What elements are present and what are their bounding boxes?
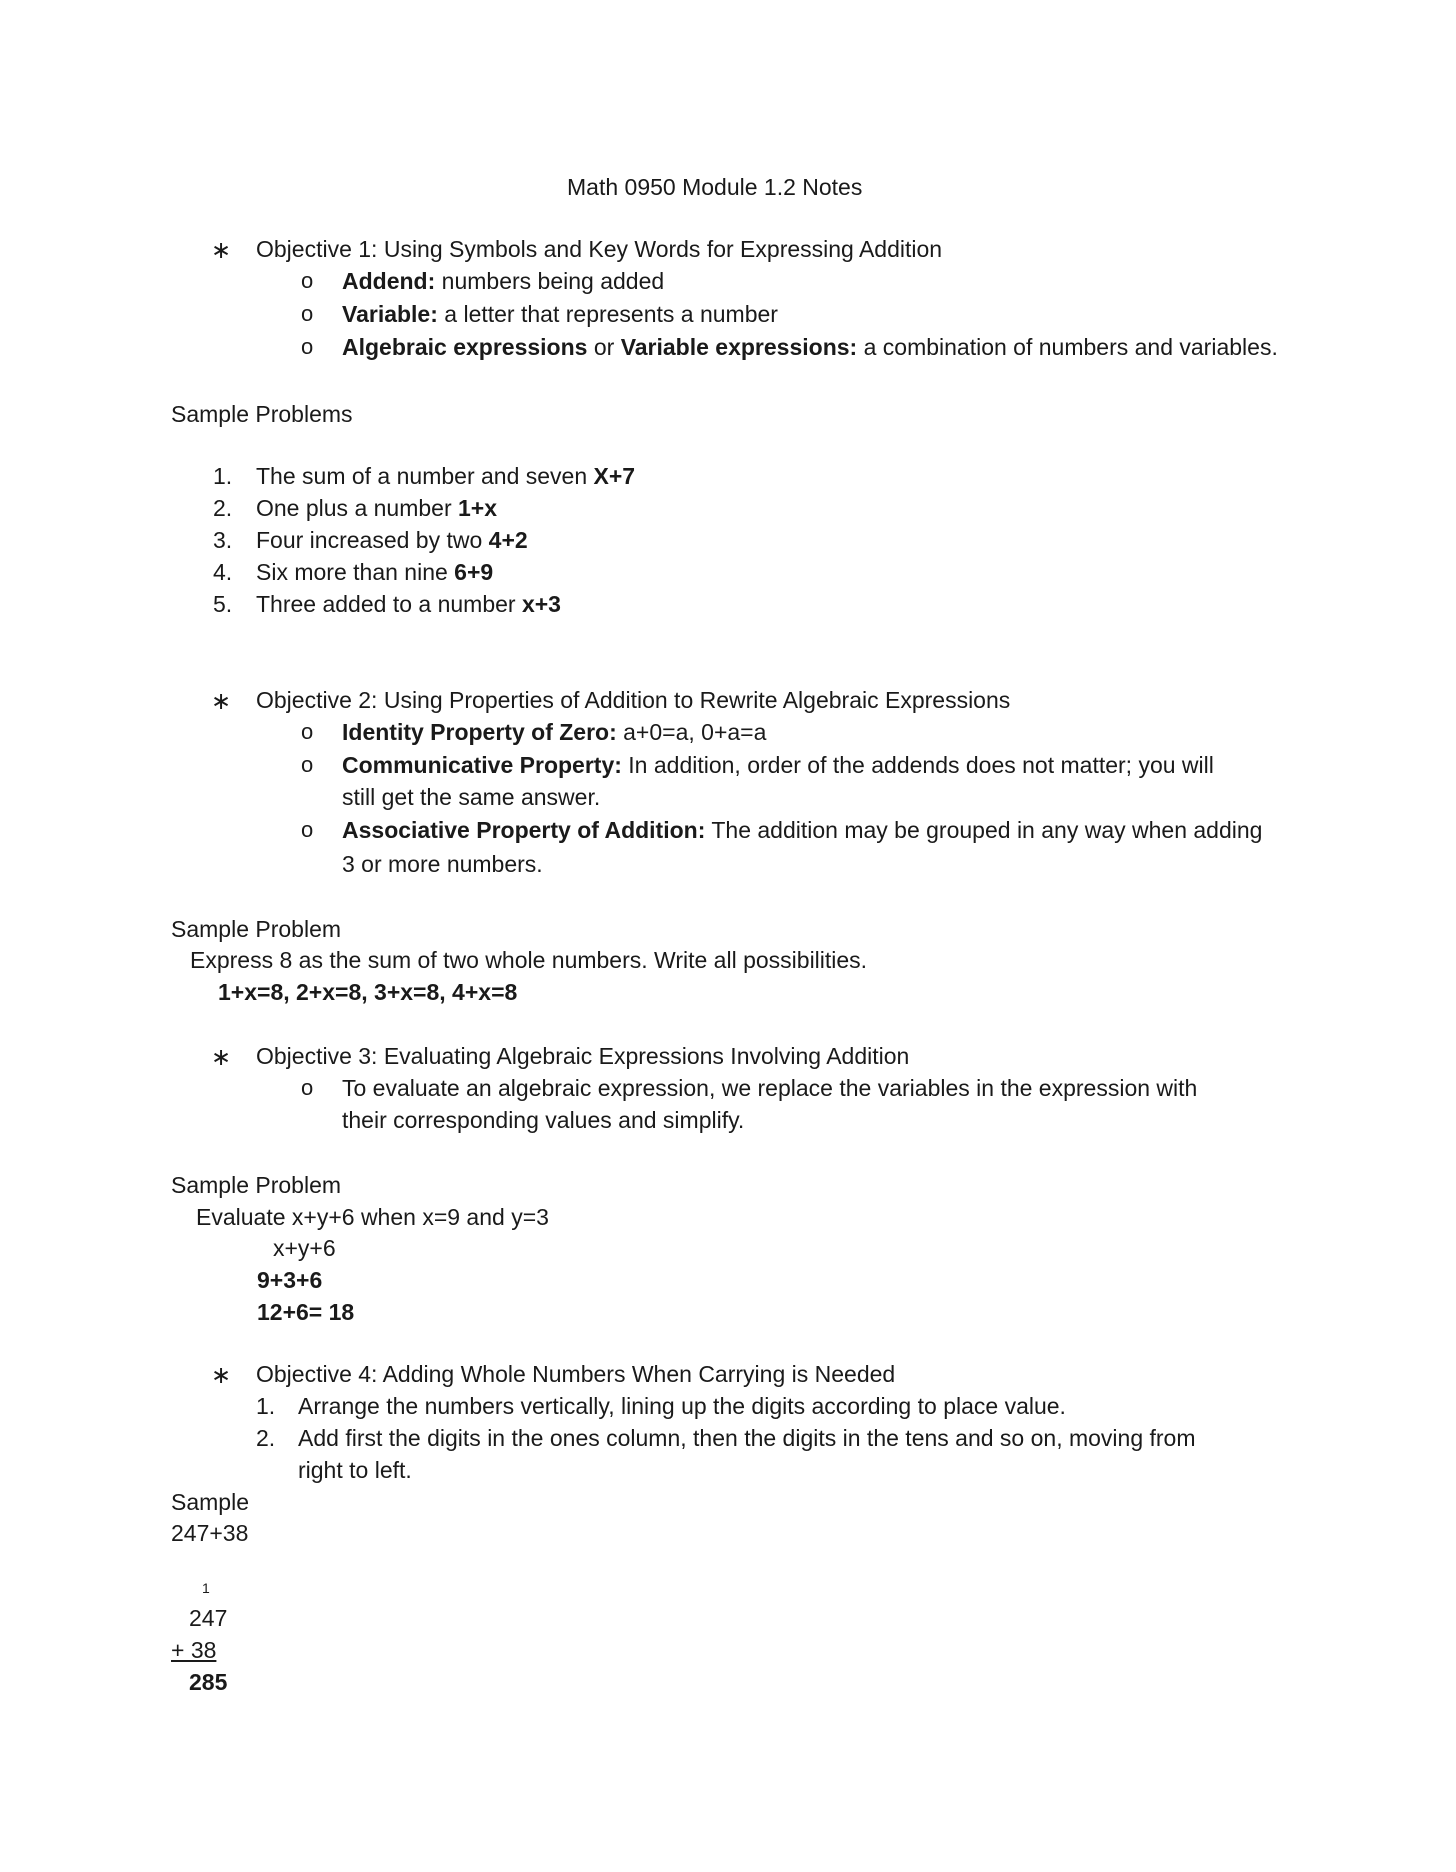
addend-top: 247 — [189, 1605, 228, 1631]
objective-2-item-commutative: Communicative Property: In addition, order of the addends does not matter; you will — [342, 752, 1214, 778]
list-item-number: 1. — [256, 1393, 276, 1419]
objective-3-text: To evaluate an algebraic expression, we replace the variables in the expression with — [342, 1075, 1198, 1101]
page-title: Math 0950 Module 1.2 Notes — [567, 174, 863, 200]
objective-3-text-cont: their corresponding values and simplify. — [342, 1107, 745, 1133]
list-item: Arrange the numbers vertically, lining up the digits according to place value. — [298, 1393, 1066, 1419]
sum-result: 285 — [189, 1669, 228, 1695]
evaluation-step: 9+3+6 — [257, 1267, 323, 1293]
sub-bullet: o — [301, 817, 314, 842]
list-item: Add first the digits in the ones column, then the digits in the tens and so on, moving from — [298, 1425, 1196, 1451]
list-item: Six more than nine 6+9 — [256, 559, 494, 585]
carry-digit: 1 — [202, 1580, 210, 1596]
objective-1-item-variable: Variable: a letter that represents a number — [342, 301, 778, 327]
objective-2-item-associative-cont: 3 or more numbers. — [342, 851, 543, 877]
list-item-number: 4. — [213, 559, 233, 585]
list-item: The sum of a number and seven X+7 — [256, 463, 636, 489]
objective-2-item-identity: Identity Property of Zero: a+0=a, 0+a=a — [342, 719, 767, 745]
list-item-number: 1. — [213, 463, 233, 489]
objective-3-heading: Objective 3: Evaluating Algebraic Expressions Involving Addition — [256, 1043, 910, 1069]
sample-problem-prompt: Evaluate x+y+6 when x=9 and y=3 — [196, 1204, 549, 1230]
objective-1-item-expressions: Algebraic expressions or Variable expressions: a combination of numbers and variables. — [342, 334, 1278, 360]
sample-problem-label: Sample Problem — [171, 916, 342, 942]
list-item-cont: right to left. — [298, 1457, 412, 1483]
list-item: Four increased by two 4+2 — [256, 527, 528, 553]
evaluation-step: 12+6= 18 — [257, 1299, 355, 1325]
sample-problem: 247+38 — [171, 1520, 249, 1546]
bullet-star: ∗ — [211, 688, 232, 715]
objective-2-item-commutative-cont: still get the same answer. — [342, 784, 601, 810]
sub-bullet: o — [301, 719, 314, 744]
bullet-star: ∗ — [211, 1362, 232, 1389]
sample-problems-label: Sample Problems — [171, 401, 353, 427]
sub-bullet: o — [301, 301, 314, 326]
objective-1-heading: Objective 1: Using Symbols and Key Words for Expressing Addition — [256, 236, 943, 262]
list-item-number: 2. — [256, 1425, 276, 1451]
bullet-star: ∗ — [211, 1044, 232, 1071]
sub-bullet: o — [301, 752, 314, 777]
bullet-star: ∗ — [211, 237, 232, 264]
addend-bottom: + 38 — [171, 1637, 217, 1663]
sample-problem-prompt: Express 8 as the sum of two whole numbers. Write all possibilities. — [190, 947, 868, 973]
sub-bullet: o — [301, 268, 314, 293]
objective-2-item-associative: Associative Property of Addition: The addition may be grouped in any way when adding — [342, 817, 1263, 843]
list-item: One plus a number 1+x — [256, 495, 498, 521]
sample-label: Sample — [171, 1489, 249, 1515]
objective-1-item-addend: Addend: numbers being added — [342, 268, 665, 294]
evaluation-step: x+y+6 — [273, 1235, 336, 1261]
list-item-number: 3. — [213, 527, 233, 553]
list-item: Three added to a number x+3 — [256, 591, 561, 617]
sample-problem-label: Sample Problem — [171, 1172, 342, 1198]
sub-bullet: o — [301, 334, 314, 359]
sub-bullet: o — [301, 1075, 314, 1100]
sample-problem-answer: 1+x=8, 2+x=8, 3+x=8, 4+x=8 — [218, 979, 518, 1005]
objective-4-heading: Objective 4: Adding Whole Numbers When Carrying is Needed — [256, 1361, 896, 1387]
objective-2-heading: Objective 2: Using Properties of Addition to Rewrite Algebraic Expressions — [256, 687, 1011, 713]
list-item-number: 2. — [213, 495, 233, 521]
list-item-number: 5. — [213, 591, 233, 617]
